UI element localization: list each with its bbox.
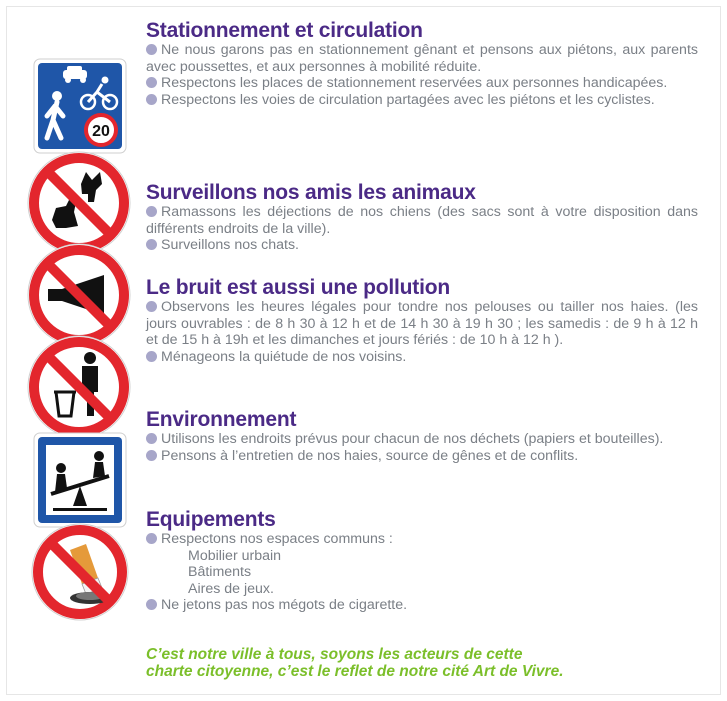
no-smoking-sign-icon xyxy=(30,522,130,622)
bullet-paragraph: Ramassons les déjections de nos chiens (des sacs sont à votre disposition dans différents endroits de la ville). xyxy=(146,204,698,237)
bullet-dot-icon xyxy=(146,433,157,444)
bullet-paragraph: Utilisons les endroits prévus pour chacun de nos déchets (papiers et bouteilles). xyxy=(146,431,663,448)
section-equipment xyxy=(146,509,407,614)
bullet-paragraph: Ménageons la quiétude de nos voisins. xyxy=(146,349,698,366)
no-littering-sign-icon xyxy=(26,334,132,440)
section-title: Le bruit est aussi une pollution xyxy=(146,276,450,299)
bullet-dot-icon xyxy=(146,44,157,55)
list-item: Bâtiments xyxy=(188,564,252,581)
bullet-paragraph: Ne jetons pas nos mégots de cigarette. xyxy=(146,597,407,614)
bullet-paragraph: Respectons les voies de circulation partagées avec les piétons et les cyclistes. xyxy=(146,92,698,109)
bullet-dot-icon xyxy=(146,533,157,544)
section-title: Surveillons nos amis les animaux xyxy=(146,181,476,204)
bullet-dot-icon xyxy=(146,301,157,312)
bullet-dot-icon xyxy=(146,206,157,217)
bullet-dot-icon xyxy=(146,351,157,362)
conclusion-line: C’est notre ville à tous, soyons les acteurs de cette xyxy=(146,646,523,663)
section-noise xyxy=(146,277,698,365)
speed-limit-text: 20 xyxy=(92,123,110,140)
bullet-dot-icon xyxy=(146,94,157,105)
section-animals xyxy=(146,182,698,254)
list-item: Aires de jeux. xyxy=(188,580,274,597)
bullet-dot-icon xyxy=(146,239,157,250)
bullet-dot-icon xyxy=(146,450,157,461)
no-horn-sign-icon xyxy=(26,242,132,348)
bullet-paragraph: Surveillons nos chats. xyxy=(146,237,698,254)
signs-column xyxy=(0,0,140,701)
playground-sign-icon xyxy=(33,432,127,528)
no-dogs-sign-icon xyxy=(26,150,132,256)
bullet-dot-icon xyxy=(146,77,157,88)
bullet-paragraph: Pensons à l’entretien de nos haies, source de gênes et de conflits. xyxy=(146,448,663,465)
conclusion-slogan xyxy=(146,646,564,680)
list-item: Mobilier urbain xyxy=(188,547,282,564)
conclusion-line: charte citoyenne, c’est le reflet de notre cité Art de Vivre. xyxy=(146,663,564,680)
shared-zone-sign-icon xyxy=(33,58,127,154)
section-title: Stationnement et circulation xyxy=(146,19,423,42)
bullet-paragraph: Ne nous garons pas en stationnement gênant et pensons aux piétons, aux parents avec poussettes, et aux personnes à mobilité réduite. xyxy=(146,42,698,75)
bullet-paragraph: Respectons les places de stationnement reservées aux personnes handicapées. xyxy=(146,75,698,92)
section-title: Equipements xyxy=(146,508,276,531)
section-parking xyxy=(146,20,698,108)
section-title: Environnement xyxy=(146,408,297,431)
bullet-paragraph: Observons les heures légales pour tondre nos pelouses ou tailler nos haies. (les jours ouvrables : de 8 h 30 à 12 h et de 14 h 30 à 19 h 30 ; les samedis : de 9 h à 12 h et de 15 h à 19h et les dimanches et jours fériés : de 10 h à 12 h ). xyxy=(146,299,698,349)
bullet-paragraph: Respectons nos espaces communs : xyxy=(146,531,407,548)
bullet-dot-icon xyxy=(146,599,157,610)
section-environment xyxy=(146,409,663,464)
